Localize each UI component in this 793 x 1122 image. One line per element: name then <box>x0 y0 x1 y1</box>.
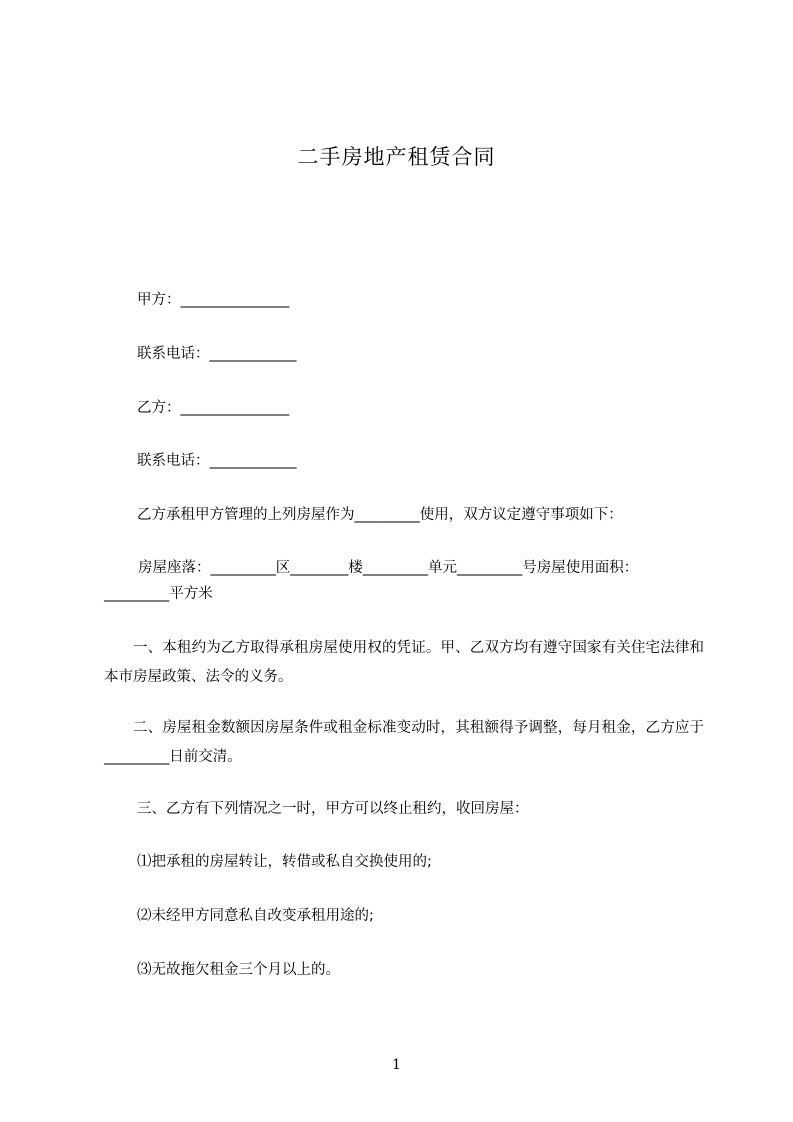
location-line-2: _________平方米 <box>104 586 213 602</box>
clause-3-item-1: ⑴把承租的房屋转让，转借或私自交换使用的; <box>137 854 432 870</box>
document-title: 二手房地产租赁合同 <box>297 145 496 169</box>
clause-3-item-3: ⑶无故拖欠租金三个月以上的。 <box>137 962 340 978</box>
intro-paragraph: 乙方承租甲方管理的上列房屋作为_________使用，双方议定遵守事项如下： <box>137 507 623 523</box>
clause-1: 一、本租约为乙方取得承租房屋使用权的凭证。甲、乙双方均有遵守国家有关住宅法律和本市房屋政策、法令的义务。 <box>104 640 704 685</box>
party-b-field: 乙方：_______________ <box>137 400 290 416</box>
party-a-field: 甲方：_______________ <box>137 292 290 308</box>
party-b-phone-field: 联系电话：____________ <box>137 453 297 469</box>
clause-3-item-2: ⑵未经甲方同意私自改变承租用途的; <box>137 908 374 924</box>
clause-3: 三、乙方有下列情况之一时，甲方可以终止租约，收回房屋： <box>137 801 529 817</box>
party-a-phone-field: 联系电话：____________ <box>137 346 297 362</box>
location-line-1: 房屋座落：_________区________楼_________单元_________号房屋使用面积： <box>138 560 639 576</box>
clause-2: 二、房屋租金数额因房屋条件或租金标准变动时，其租额得予调整，每月租金，乙方应于_________日前交清。 <box>104 720 704 765</box>
page-number: 1 <box>392 1057 401 1073</box>
